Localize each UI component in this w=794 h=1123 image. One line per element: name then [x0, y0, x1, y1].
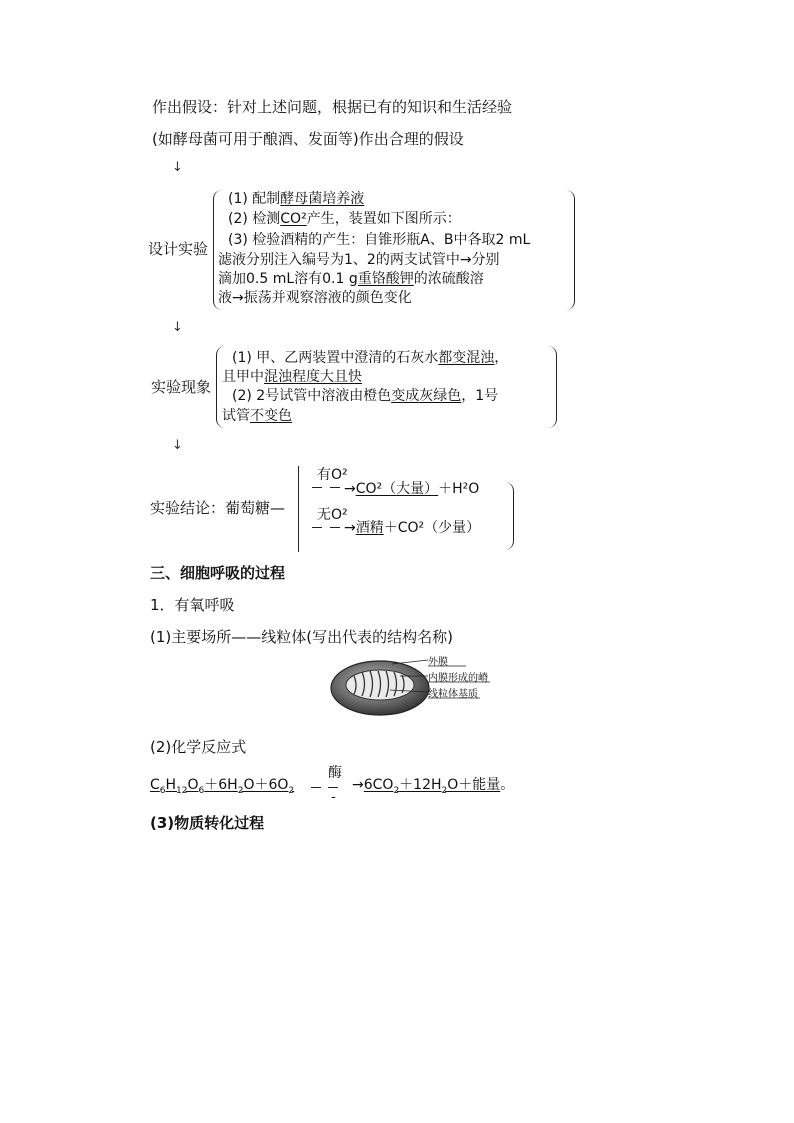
equation-dash [311, 787, 321, 788]
equation-dash [328, 787, 338, 788]
conclusion-condition-anaerobic: 无O² [317, 507, 348, 523]
phenomenon-line-2: 且甲中混浊程度大且快 [222, 369, 362, 385]
flow-arrow-1: ↓ [172, 160, 183, 175]
conclusion-product-aerobic: →CO²（大量）＋H²O [344, 481, 480, 497]
design-right-brace [566, 190, 575, 310]
condition-dash [330, 527, 340, 528]
condition-dash [312, 487, 322, 488]
condition-dash [330, 487, 340, 488]
conclusion-right-brace [505, 482, 514, 550]
aerobic-respiration-heading: 1．有氧呼吸 [150, 596, 235, 614]
mito-label-outer-membrane: 外膜 [428, 657, 448, 668]
phenomenon-right-brace [548, 346, 557, 428]
chemical-equation-heading: (2)化学反应式 [150, 738, 247, 756]
conclusion-branch-line [298, 466, 299, 552]
section-3-heading: 三、细胞呼吸的过程 [150, 564, 286, 582]
main-site-line: (1)主要场所——线粒体(写出代表的结构名称) [150, 628, 453, 646]
equation-enzyme: 酶 [328, 765, 342, 781]
hypothesis-line-1: 作出假设：针对上述问题，根据已有的知识和生活经验 [152, 98, 513, 116]
phenomenon-line-4: 试管不变色 [222, 408, 292, 424]
flow-arrow-2: ↓ [172, 320, 183, 335]
design-step-3-line-1: (3) 检验酒精的产生：自锥形瓶A、B中各取2 mL [228, 232, 531, 248]
conclusion-product-anaerobic: →酒精＋CO²（少量） [344, 520, 481, 536]
design-step-3-line-3: 滴加0.5 mL溶有0.1 g重铬酸钾的浓硫酸溶 [218, 271, 484, 287]
flow-arrow-3: ↓ [172, 438, 183, 453]
conclusion-label: 实验结论：葡萄糖— [150, 499, 286, 517]
equation-rhs: $\to 6CO_2+12H_2O+$能量。 [352, 777, 515, 796]
mito-label-cristae: 内膜形成的嵴 [428, 673, 488, 684]
equation-dash-mark: - [331, 790, 336, 805]
conclusion-condition-aerobic: 有O² [317, 467, 348, 483]
design-step-3-line-4: 液→振荡并观察溶液的颜色变化 [218, 290, 412, 306]
design-step-3-line-2: 滤液分别注入编号为1、2的两支试管中→分别 [218, 252, 500, 268]
phenomenon-label: 实验现象 [151, 378, 212, 396]
phenomenon-line-1: (1) 甲、乙两装置中澄清的石灰水都变混浊， [232, 350, 509, 366]
hypothesis-line-2: (如酵母菌可用于酿酒、发面等)作出合理的假设 [152, 130, 464, 148]
material-conversion-heading: (3)物质转化过程 [150, 814, 265, 832]
condition-dash [312, 527, 322, 528]
equation-lhs: $C_6H_{12}O_6+6H_2O+6O_2$ [150, 777, 295, 796]
phenomenon-line-3: (2) 2号试管中溶液由橙色变成灰绿色，1号 [232, 388, 499, 404]
design-step-1: (1) 配制酵母菌培养液 [228, 191, 365, 207]
design-step-2: (2) 检测CO²产生，装置如下图所示： [228, 211, 461, 227]
mito-label-matrix: 线粒体基质 [428, 689, 478, 700]
design-label: 设计实验 [148, 240, 209, 258]
